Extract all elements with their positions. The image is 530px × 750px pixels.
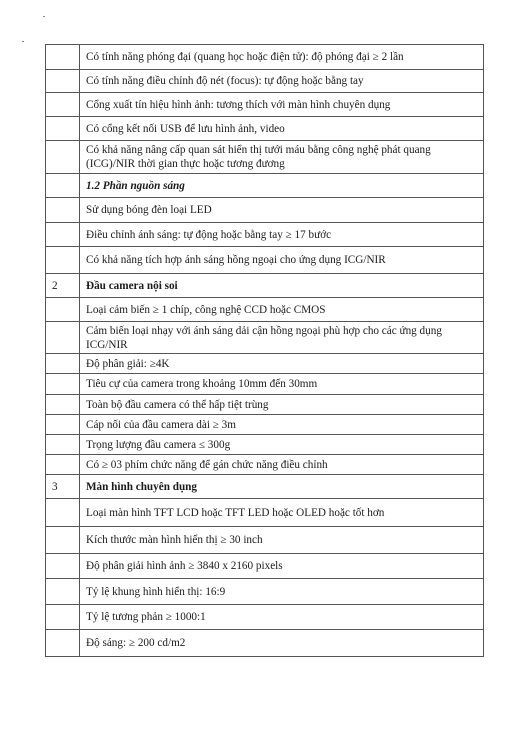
table-row	[46, 374, 484, 395]
table-row	[46, 435, 484, 455]
spec-text: Trọng lượng đầu camera ≤ 300g	[80, 435, 484, 455]
section-heading: Đầu camera nội soi	[80, 274, 484, 298]
row-number	[46, 298, 80, 322]
row-number	[46, 415, 80, 435]
row-number	[46, 554, 80, 579]
spec-text: Loại màn hình TFT LCD hoặc TFT LED hoặc OLED hoặc tốt hơn	[80, 499, 484, 527]
spec-table	[45, 44, 484, 657]
table-row	[46, 579, 484, 605]
row-number	[46, 395, 80, 415]
spec-text: Toàn bộ đầu camera có thể hấp tiệt trùng	[80, 395, 484, 415]
table-row	[46, 298, 484, 322]
table-row	[46, 45, 484, 70]
spec-text: Có khả năng tích hợp ánh sáng hồng ngoại cho ứng dụng ICG/NIR	[80, 247, 484, 274]
row-number	[46, 70, 80, 93]
table-row	[46, 630, 484, 657]
spec-text: Kích thước màn hình hiển thị ≥ 30 inch	[80, 527, 484, 554]
row-number	[46, 374, 80, 395]
section-heading: Màn hình chuyên dụng	[80, 475, 484, 499]
section-heading: 1.2 Phần nguồn sáng	[80, 174, 484, 198]
spec-text: Có khả năng nâng cấp quan sát hiển thị tưới máu bằng công nghệ phát quang (ICG)/NIR thời gian thực hoặc tương đương	[80, 141, 484, 174]
row-number	[46, 247, 80, 274]
table-row	[46, 395, 484, 415]
spec-text: Sử dụng bóng đèn loại LED	[80, 198, 484, 223]
spec-text: Cổng xuất tín hiệu hình ảnh: tương thích với màn hình chuyên dụng	[80, 93, 484, 117]
row-number	[46, 605, 80, 630]
spec-text: Độ phân giải hình ảnh ≥ 3840 x 2160 pixels	[80, 554, 484, 579]
spec-table-body	[46, 45, 484, 657]
row-number	[46, 93, 80, 117]
table-row	[46, 223, 484, 247]
table-row	[46, 322, 484, 354]
table-row	[46, 455, 484, 475]
row-number	[46, 455, 80, 475]
spec-text: Có tính năng phóng đại (quang học hoặc điện tử): độ phóng đại ≥ 2 lần	[80, 45, 484, 70]
table-row	[46, 605, 484, 630]
spec-text: Độ phân giải: ≥4K	[80, 354, 484, 374]
table-row	[46, 527, 484, 554]
spec-text: Có cổng kết nối USB để lưu hình ảnh, video	[80, 117, 484, 141]
row-number	[46, 630, 80, 657]
row-number	[46, 174, 80, 198]
table-row	[46, 117, 484, 141]
table-row	[46, 174, 484, 198]
row-number	[46, 198, 80, 223]
table-row	[46, 475, 484, 499]
row-number	[46, 117, 80, 141]
spec-text: Điều chỉnh ánh sáng: tự động hoặc bằng tay ≥ 17 bước	[80, 223, 484, 247]
row-number	[46, 45, 80, 70]
table-row	[46, 247, 484, 274]
table-row	[46, 274, 484, 298]
row-number: 2	[46, 274, 80, 298]
row-number	[46, 354, 80, 374]
row-number	[46, 322, 80, 354]
table-row	[46, 554, 484, 579]
spec-text: Tỷ lệ tương phản ≥ 1000:1	[80, 605, 484, 630]
spec-text: Độ sáng: ≥ 200 cd/m2	[80, 630, 484, 657]
spec-text: Cảm biến loại nhạy với ánh sáng dải cận hồng ngoại phù hợp cho các ứng dụng ICG/NIR	[80, 322, 484, 354]
spec-text: Loại cảm biến ≥ 1 chíp, công nghệ CCD hoặc CMOS	[80, 298, 484, 322]
row-number	[46, 499, 80, 527]
table-row	[46, 141, 484, 174]
row-number	[46, 223, 80, 247]
spec-text: Tiêu cự của camera trong khoảng 10mm đến 30mm	[80, 374, 484, 395]
scan-speck	[22, 41, 24, 42]
spec-text: Cáp nối của đầu camera dài ≥ 3m	[80, 415, 484, 435]
table-row	[46, 499, 484, 527]
table-row	[46, 93, 484, 117]
row-number: 3	[46, 475, 80, 499]
row-number	[46, 141, 80, 174]
scan-speck	[43, 16, 45, 17]
row-number	[46, 579, 80, 605]
row-number	[46, 435, 80, 455]
spec-text: Có ≥ 03 phím chức năng để gán chức năng điều chỉnh	[80, 455, 484, 475]
table-row	[46, 198, 484, 223]
table-row	[46, 415, 484, 435]
table-row	[46, 354, 484, 374]
spec-text: Tỷ lệ khung hình hiển thị: 16:9	[80, 579, 484, 605]
row-number	[46, 527, 80, 554]
spec-text: Có tính năng điều chỉnh độ nét (focus): tự động hoặc bằng tay	[80, 70, 484, 93]
table-row	[46, 70, 484, 93]
